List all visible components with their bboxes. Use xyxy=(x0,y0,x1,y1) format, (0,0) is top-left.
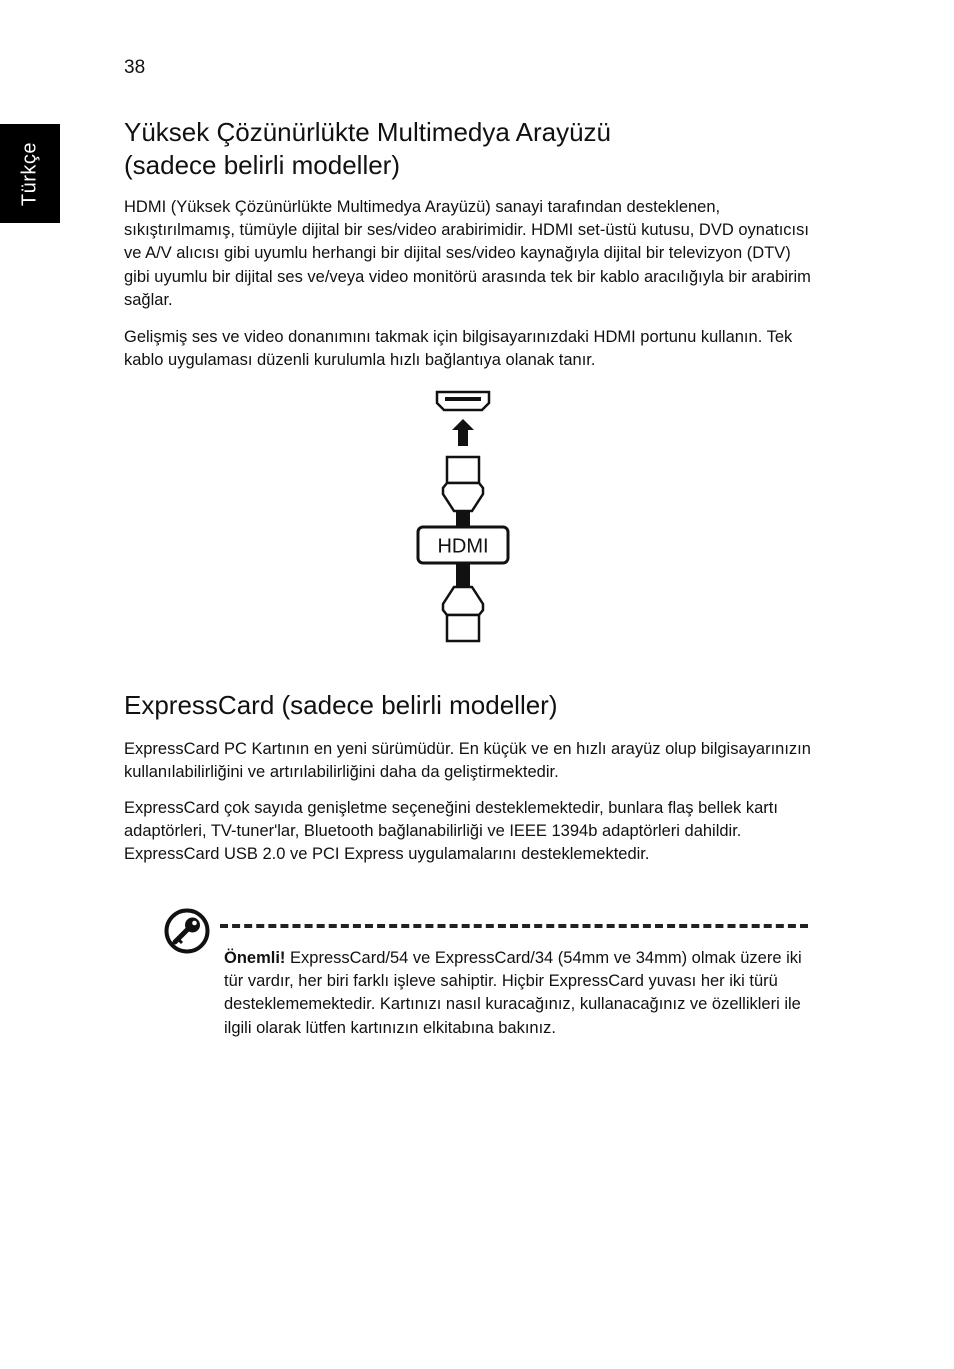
important-key-icon xyxy=(164,908,210,954)
hdmi-heading-line1: Yüksek Çözünürlükte Multimedya Arayüzü xyxy=(124,117,612,147)
important-note-text: ExpressCard/54 ve ExpressCard/34 (54mm ve 34mm) olmak üzere iki tür vardır, her biri farklı işleve sahiptir. Hiçbir ExpressCard yuvası her iki türü desteklememektedir. Kartınızı nasıl kuracağınız, kullanacağınız ve özellikleri ile ilgili olarak lütfen kartınızın elkitabına bakınız. xyxy=(224,949,802,1037)
language-tab xyxy=(0,124,60,223)
hdmi-heading-line2: (sadece belirli modeller) xyxy=(124,150,400,180)
hdmi-cable-icon xyxy=(410,386,516,650)
expresscard-intro-paragraph: ExpressCard PC Kartının en yeni sürümüdür. En küçük ve en hızlı arayüz olup bilgisayarınızın kullanılabilirliğini ve artırılabilirliğini daha da geliştirmektedir. xyxy=(124,740,811,782)
important-note-label: Önemli! xyxy=(224,949,286,967)
expresscard-options-paragraph: ExpressCard çok sayıda genişletme seçeneğini desteklemektedir, bunlara flaş bellek kartı adaptörleri, TV-tuner'lar, Bluetooth bağlanabilirliği ve IEEE 1394b adaptörleri dahildir. ExpressCard USB 2.0 ve PCI Express uygulamalarını desteklemektedir. xyxy=(124,799,778,864)
note-divider xyxy=(220,924,808,928)
hdmi-cable-illustration xyxy=(410,386,516,650)
hdmi-description-paragraph: HDMI (Yüksek Çözünürlükte Multimedya Arayüzü) sanayi tarafından desteklenen, sıkıştırılmamış, tümüyle dijital bir ses/video arabirimidir. HDMI set-üstü kutusu, DVD oynatıcısı ve A/V alıcısı gibi uyumlu herhangi bir dijital ses/video kaynağıyla dijital bir televizyon (DTV) gibi uyumlu bir dijital ses ve/veya video monitörü arasında tek bir kablo aracılığıyla bir arabirim sağlar. xyxy=(124,198,811,309)
expresscard-section-heading: ExpressCard (sadece belirli modeller) xyxy=(124,690,558,720)
language-tab-label: Türkçe xyxy=(18,141,41,207)
page-number: 38 xyxy=(124,57,146,78)
hdmi-usage-paragraph: Gelişmiş ses ve video donanımını takmak için bilgisayarınızdaki HDMI portunu kullanın. Tek kablo uygulaması düzenli kurulumla hızlı bağlantıya olanak tanır. xyxy=(124,328,793,370)
hdmi-section-heading xyxy=(124,116,764,182)
important-note xyxy=(224,947,814,1040)
hdmi-figure-label: HDMI xyxy=(437,535,489,558)
